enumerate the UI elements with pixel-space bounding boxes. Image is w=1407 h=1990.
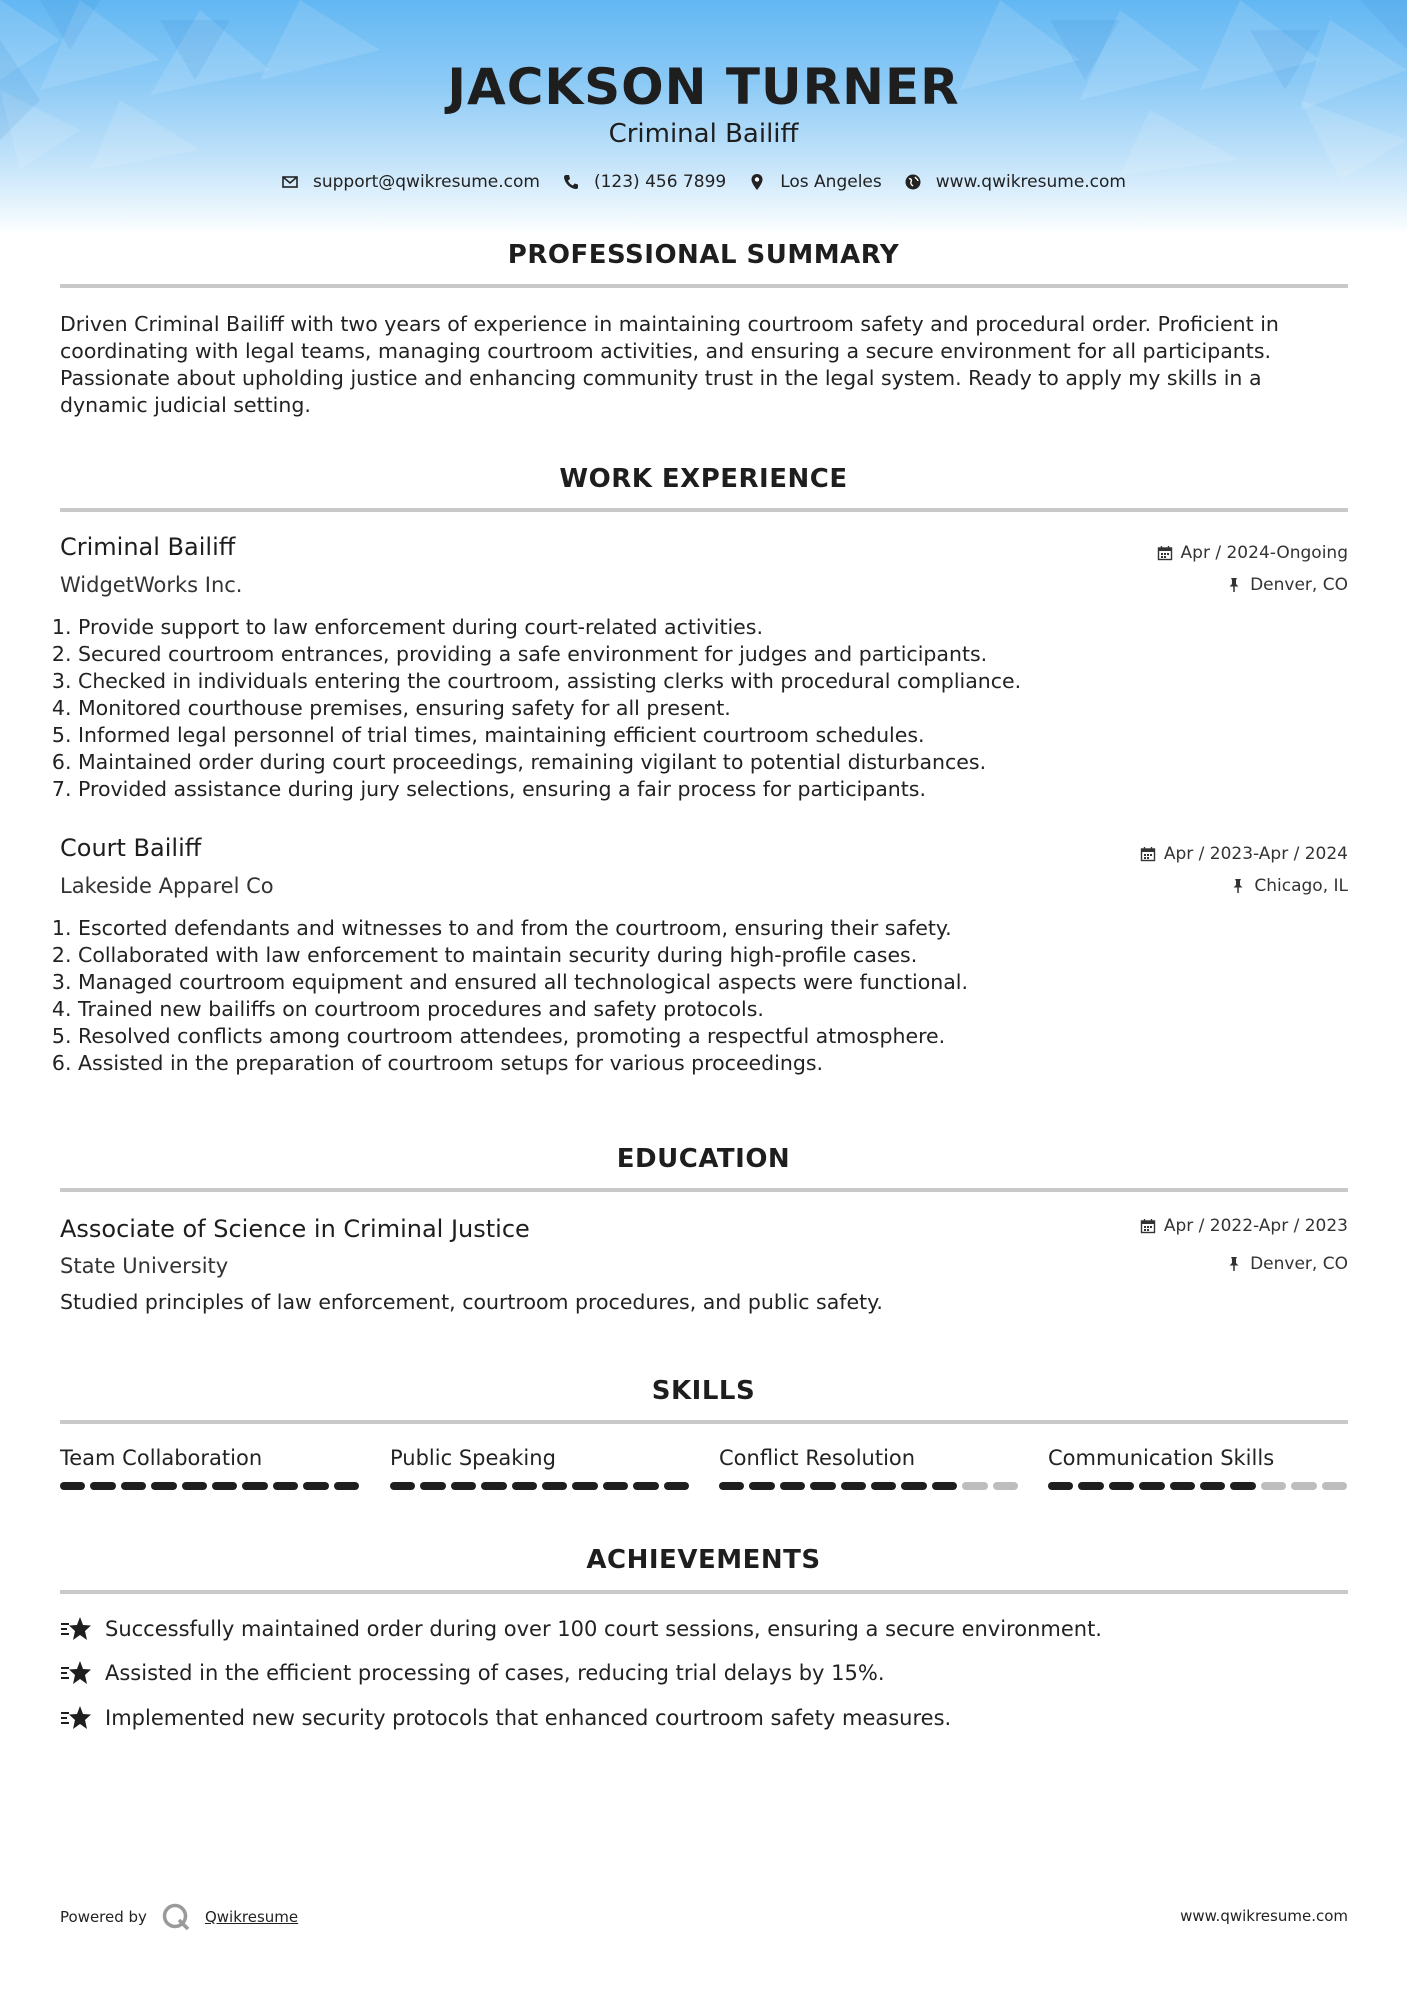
- skill-level-bar: [60, 1482, 360, 1490]
- job-dates-text: Apr / 2023-Apr / 2024: [1163, 844, 1348, 864]
- footer-website[interactable]: www.qwikresume.com: [1180, 1907, 1348, 1925]
- job-duties-list: [40, 614, 1278, 803]
- duty-item: 6. Maintained order during court proceedings, remaining vigilant to potential disturbances.: [78, 749, 1278, 776]
- duty-item: 1. Provide support to law enforcement during court-related activities.: [78, 614, 1278, 641]
- duty-item: 5. Resolved conflicts among courtroom attendees, promoting a respectful atmosphere.: [78, 1023, 1278, 1050]
- achievements-heading: ACHIEVEMENTS: [586, 1545, 821, 1575]
- skill-segment-empty: [1261, 1482, 1286, 1490]
- job-location-text: Chicago, IL: [1254, 876, 1348, 896]
- geometric-pattern: [0, 0, 1407, 235]
- star-award-icon: [60, 1705, 92, 1731]
- duty-item: 3. Checked in individuals entering the courtroom, assisting clerks with procedural compliance.: [78, 668, 1278, 695]
- qwikresume-logo-icon: [161, 1902, 191, 1932]
- experience-divider: [60, 508, 1348, 512]
- contact-bar: [0, 172, 1407, 192]
- skill-public-speaking: [390, 1446, 690, 1490]
- skill-level-bar: [719, 1482, 1019, 1490]
- job-location-text: Denver, CO: [1250, 575, 1348, 595]
- skills-divider: [60, 1420, 1348, 1424]
- envelope-icon: [281, 173, 299, 191]
- pushpin-icon: [1226, 1256, 1242, 1272]
- education-divider: [60, 1188, 1348, 1192]
- education-location-text: Denver, CO: [1250, 1254, 1348, 1274]
- skill-segment-filled: [542, 1482, 567, 1490]
- summary-line: Driven Criminal Bailiff with two years of experience in maintaining courtroom safety and procedural order. Proficient in: [60, 312, 1279, 336]
- skill-segment-filled: [719, 1482, 744, 1490]
- skill-segment-filled: [1109, 1482, 1134, 1490]
- phone-text: (123) 456 7899: [593, 172, 727, 192]
- duty-item: 6. Assisted in the preparation of courtroom setups for various proceedings.: [78, 1050, 1278, 1077]
- experience-heading: WORK EXPERIENCE: [559, 464, 848, 494]
- powered-by-label: Powered by: [60, 1908, 147, 1926]
- calendar-icon: [1140, 846, 1156, 862]
- skill-segment-filled: [121, 1482, 146, 1490]
- summary-line: Passionate about upholding justice and enhancing community trust in the legal system. Ready to apply my skills in a: [60, 366, 1262, 390]
- skill-segment-filled: [212, 1482, 237, 1490]
- job-title: Criminal Bailiff: [60, 533, 236, 561]
- skill-name: Public Speaking: [390, 1446, 556, 1470]
- duty-item: 1. Escorted defendants and witnesses to and from the courtroom, ensuring their safety.: [78, 915, 1278, 942]
- job-dates: [1157, 543, 1348, 563]
- pushpin-icon: [1226, 577, 1242, 593]
- qwikresume-link[interactable]: Qwikresume: [204, 1908, 299, 1926]
- achievement-item: [60, 1660, 885, 1686]
- achievement-item: [60, 1705, 951, 1731]
- skill-conflict-resolution: [719, 1446, 1019, 1490]
- contact-location: [748, 172, 882, 192]
- candidate-name: JACKSON TURNER: [447, 58, 960, 116]
- calendar-icon: [1140, 1218, 1156, 1234]
- calendar-icon: [1157, 545, 1173, 561]
- duty-item: 4. Trained new bailiffs on courtroom procedures and safety protocols.: [78, 996, 1278, 1023]
- footer-powered-by: [60, 1902, 298, 1932]
- skill-segment-filled: [420, 1482, 445, 1490]
- job-company: WidgetWorks Inc.: [60, 573, 243, 597]
- star-award-icon: [60, 1616, 92, 1642]
- skill-segment-filled: [780, 1482, 805, 1490]
- skill-segment-filled: [90, 1482, 115, 1490]
- skill-communication-skills: [1048, 1446, 1348, 1490]
- skill-segment-filled: [1139, 1482, 1164, 1490]
- summary-text: [60, 311, 1350, 419]
- job-dates: [1140, 844, 1348, 864]
- duty-item: 5. Informed legal personnel of trial times, maintaining efficient courtroom schedules.: [78, 722, 1278, 749]
- skill-segment-filled: [1230, 1482, 1255, 1490]
- achievement-text: Implemented new security protocols that enhanced courtroom safety measures.: [105, 1706, 952, 1730]
- school-name: State University: [60, 1254, 229, 1278]
- summary-heading: PROFESSIONAL SUMMARY: [507, 240, 900, 270]
- skill-segment-filled: [810, 1482, 835, 1490]
- job-duties-list: [40, 915, 1278, 1077]
- duty-item: 2. Collaborated with law enforcement to maintain security during high-profile cases.: [78, 942, 1278, 969]
- skill-segment-empty: [1291, 1482, 1316, 1490]
- contact-email[interactable]: [281, 172, 540, 192]
- email-text: support@qwikresume.com: [313, 172, 540, 192]
- job-dates-text: Apr / 2024-Ongoing: [1180, 543, 1348, 563]
- duty-item: 3. Managed courtroom equipment and ensured all technological aspects were functional.: [78, 969, 1278, 996]
- skill-segment-filled: [1048, 1482, 1073, 1490]
- achievement-text: Successfully maintained order during over 100 court sessions, ensuring a secure environment.: [105, 1617, 1102, 1641]
- pushpin-icon: [1230, 878, 1246, 894]
- skill-segment-filled: [451, 1482, 476, 1490]
- skill-segment-filled: [1078, 1482, 1103, 1490]
- star-award-icon: [60, 1660, 92, 1686]
- skills-heading: SKILLS: [651, 1376, 756, 1406]
- skill-segment-filled: [664, 1482, 689, 1490]
- skill-segment-empty: [1322, 1482, 1347, 1490]
- skill-level-bar: [1048, 1482, 1348, 1490]
- skill-name: Team Collaboration: [60, 1446, 263, 1470]
- job-company: Lakeside Apparel Co: [60, 874, 274, 898]
- skill-segment-filled: [242, 1482, 267, 1490]
- achievement-item: [60, 1616, 1102, 1642]
- skill-segment-filled: [603, 1482, 628, 1490]
- skill-segment-filled: [303, 1482, 328, 1490]
- job-location: [1226, 575, 1348, 595]
- job-title: Court Bailiff: [60, 834, 202, 862]
- duty-item: 7. Provided assistance during jury selections, ensuring a fair process for participants.: [78, 776, 1278, 803]
- skill-segment-filled: [151, 1482, 176, 1490]
- skill-segment-filled: [390, 1482, 415, 1490]
- header-background: [0, 0, 1407, 235]
- summary-line: coordinating with legal teams, managing courtroom activities, and ensuring a secure environment for all participants.: [60, 339, 1272, 363]
- education-dates-text: Apr / 2022-Apr / 2023: [1163, 1216, 1348, 1236]
- skill-segment-empty: [962, 1482, 987, 1490]
- summary-line: dynamic judicial setting.: [60, 393, 311, 417]
- skill-segment-filled: [749, 1482, 774, 1490]
- degree-title: Associate of Science in Criminal Justice: [60, 1215, 530, 1243]
- skill-segment-filled: [1200, 1482, 1225, 1490]
- skill-level-bar: [390, 1482, 690, 1490]
- duty-item: 2. Secured courtroom entrances, providing a safe environment for judges and participants.: [78, 641, 1278, 668]
- candidate-title: Criminal Bailiff: [608, 119, 799, 149]
- contact-website[interactable]: [904, 172, 1126, 192]
- skill-segment-filled: [182, 1482, 207, 1490]
- skill-team-collaboration: [60, 1446, 360, 1490]
- map-pin-icon: [748, 173, 766, 191]
- skill-segment-filled: [932, 1482, 957, 1490]
- skill-segment-filled: [334, 1482, 359, 1490]
- skill-segment-filled: [841, 1482, 866, 1490]
- education-dates: [1140, 1216, 1348, 1236]
- skill-segment-filled: [273, 1482, 298, 1490]
- location-text: Los Angeles: [780, 172, 882, 192]
- summary-divider: [60, 284, 1348, 288]
- globe-icon: [904, 173, 922, 191]
- skill-segment-empty: [993, 1482, 1018, 1490]
- achievements-divider: [60, 1590, 1348, 1594]
- skill-segment-filled: [481, 1482, 506, 1490]
- education-description: Studied principles of law enforcement, courtroom procedures, and public safety.: [60, 1290, 883, 1314]
- skill-segment-filled: [572, 1482, 597, 1490]
- website-text: www.qwikresume.com: [935, 172, 1126, 192]
- job-location: [1230, 876, 1348, 896]
- skill-segment-filled: [512, 1482, 537, 1490]
- achievement-text: Assisted in the efficient processing of cases, reducing trial delays by 15%.: [105, 1661, 885, 1685]
- skill-segment-filled: [871, 1482, 896, 1490]
- skill-name: Conflict Resolution: [719, 1446, 916, 1470]
- skill-segment-filled: [901, 1482, 926, 1490]
- phone-icon: [562, 173, 580, 191]
- skill-name: Communication Skills: [1048, 1446, 1275, 1470]
- skill-segment-filled: [633, 1482, 658, 1490]
- skill-segment-filled: [60, 1482, 85, 1490]
- skill-segment-filled: [1170, 1482, 1195, 1490]
- contact-phone[interactable]: [562, 172, 726, 192]
- duty-item: 4. Monitored courthouse premises, ensuring safety for all present.: [78, 695, 1278, 722]
- education-heading: EDUCATION: [616, 1144, 791, 1174]
- education-location: [1226, 1254, 1348, 1274]
